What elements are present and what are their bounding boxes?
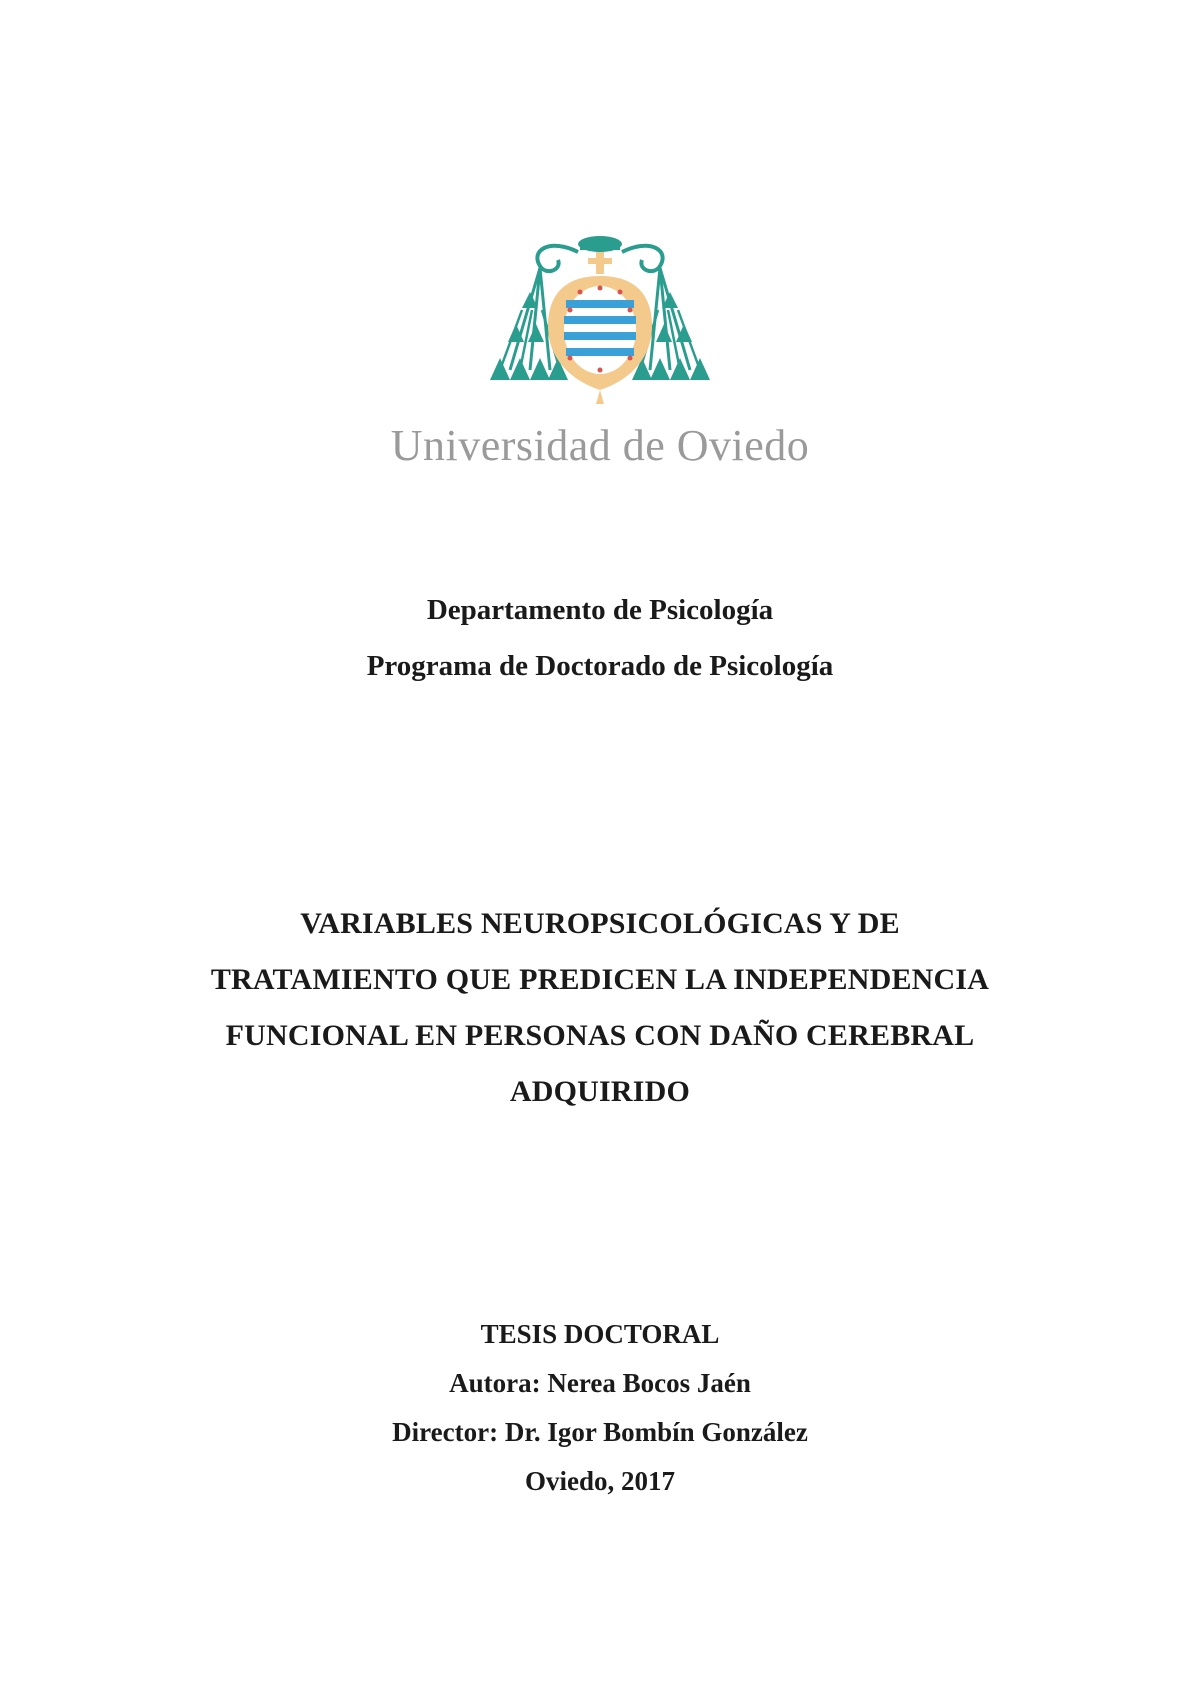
- thesis-director: Director: Dr. Igor Bombín González: [392, 1417, 808, 1447]
- thesis-place-date: Oviedo, 2017: [524, 1466, 675, 1496]
- title-line: FUNCIONAL EN PERSONAS CON DAÑO CEREBRAL: [225, 1019, 975, 1052]
- department-name: Departamento de Psicología: [426, 594, 774, 626]
- title-line: TRATAMIENTO QUE PREDICEN LA INDEPENDENCIA: [210, 963, 990, 996]
- thesis-type: TESIS DOCTORAL: [480, 1319, 720, 1349]
- title-line: VARIABLES NEUROPSICOLÓGICAS Y DE: [300, 907, 900, 940]
- title-line: ADQUIRIDO: [509, 1075, 691, 1108]
- university-crest-icon: [480, 230, 720, 410]
- doctoral-program: Programa de Doctorado de Psicología: [366, 650, 834, 682]
- thesis-title: [160, 896, 1040, 1120]
- thesis-author: Autora: Nerea Bocos Jaén: [449, 1368, 751, 1398]
- thesis-info: [0, 1310, 1200, 1506]
- university-name: Universidad de Oviedo: [390, 421, 810, 470]
- university-logo: [0, 230, 1200, 468]
- department-block: [0, 582, 1200, 694]
